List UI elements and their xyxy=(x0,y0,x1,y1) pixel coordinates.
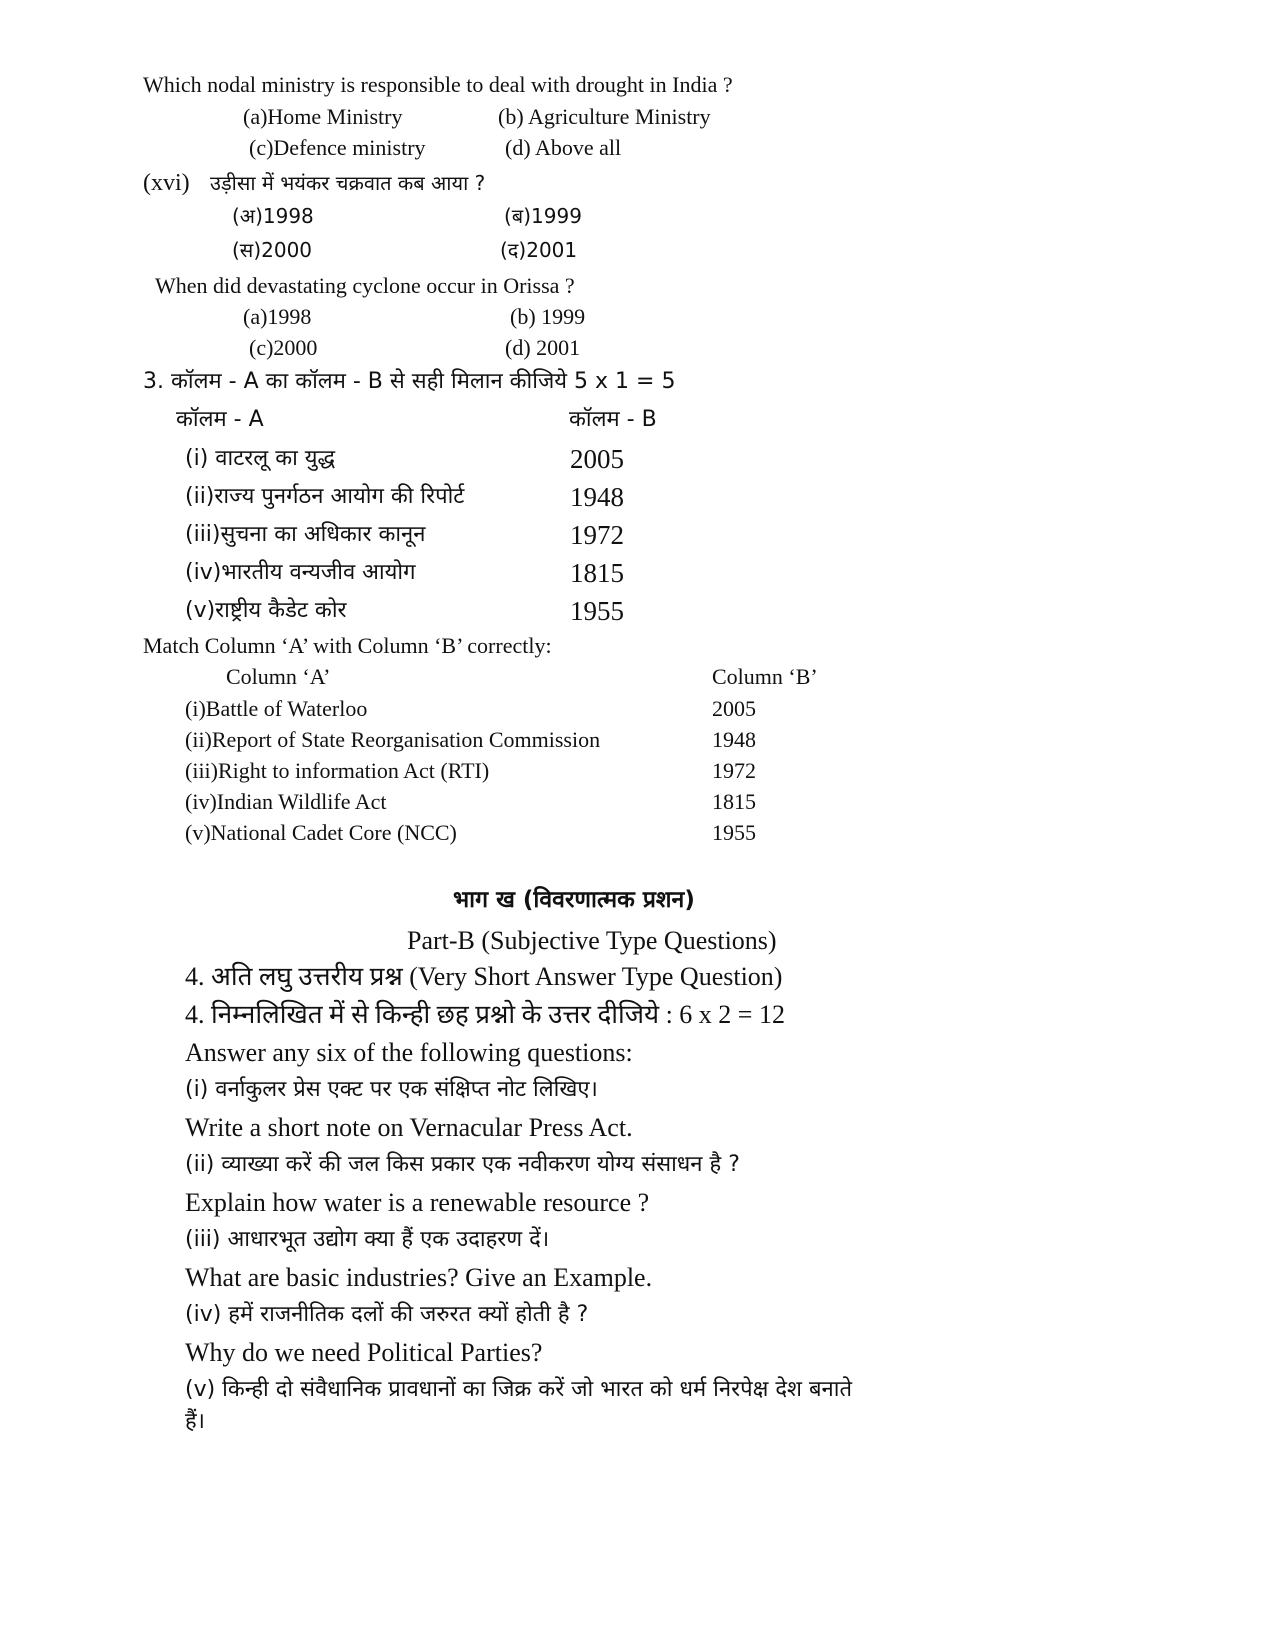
q3-row-hi-b: 1972 xyxy=(570,520,624,550)
q3-col-a-hi: कॉलम - A xyxy=(176,407,264,432)
q3-row-hi-a: (iii)सुचना का अधिकार कानून xyxy=(185,522,426,547)
q3-row-en-b: 1815 xyxy=(712,789,756,814)
part-b-title-hi: भाग ख (विवरणात्मक प्रशन) xyxy=(453,887,695,913)
q4-instruction-en: Answer any six of the following questions: xyxy=(185,1038,633,1067)
q15-option-c: (c)Defence ministry xyxy=(249,135,426,160)
q4-question-v-line1: (v) किन्ही दो संवैधानिक प्रावधानों का जिक्र करें जो भारत को धर्म निरपेक्ष देश बनाते xyxy=(185,1377,852,1402)
q16-option-hi-a: (अ)1998 xyxy=(232,204,314,228)
q16-option-hi-c: (स)2000 xyxy=(232,238,313,262)
q3-row-hi-b: 1948 xyxy=(570,482,624,512)
q3-row-en-a: (ii)Report of State Reorganisation Commission xyxy=(185,727,601,752)
q15-option-b: (b) Agriculture Ministry xyxy=(498,104,711,129)
q3-row-en-b: 1948 xyxy=(712,727,756,752)
q4-question-hi: (iv) हमें राजनीतिक दलों की जरुरत क्यों होती है ? xyxy=(185,1302,589,1327)
q4-question-en: Explain how water is a renewable resource ? xyxy=(185,1188,650,1217)
part-b-title-en: Part-B (Subjective Type Questions) xyxy=(407,926,777,955)
q3-row-hi-b: 2005 xyxy=(570,444,624,474)
q15-question-en: Which nodal ministry is responsible to deal with drought in India ? xyxy=(143,72,733,97)
q3-row-hi-b: 1955 xyxy=(570,596,624,626)
q4-question-en: Write a short note on Vernacular Press Act. xyxy=(185,1113,633,1142)
q4-question-hi: (ii) व्याख्या करें की जल किस प्रकार एक नवीकरण योग्य संसाधन है ? xyxy=(185,1152,740,1177)
q16-number: (xvi) xyxy=(143,170,190,196)
q4-question-en: What are basic industries? Give an Example. xyxy=(185,1263,653,1292)
q4-question-hi: (i) वर्नाकुलर प्रेस एक्ट पर एक संक्षिप्त नोट लिखिए। xyxy=(185,1077,598,1102)
q4-heading: 4. अति लघु उत्तरीय प्रश्न (Very Short Answer Type Question) xyxy=(185,962,783,991)
q16-option-hi-d: (द)2001 xyxy=(500,238,578,262)
q16-question-en: When did devastating cyclone occur in Orissa ? xyxy=(155,273,575,298)
q3-row-en-a: (iv)Indian Wildlife Act xyxy=(185,789,387,814)
q3-row-hi-b: 1815 xyxy=(570,558,624,588)
q3-row-hi-a: (iv)भारतीय वन्यजीव आयोग xyxy=(185,560,416,585)
q3-row-en-b: 2005 xyxy=(712,696,756,721)
q3-row-en-a: (iii)Right to information Act (RTI) xyxy=(185,758,490,783)
q16-option-en-c: (c)2000 xyxy=(249,335,318,360)
q16-option-en-b: (b) 1999 xyxy=(510,304,586,329)
q4-instruction-hi: 4. निम्नलिखित में से किन्ही छह प्रश्नो के उत्तर दीजिये : 6 x 2 = 12 xyxy=(185,1000,785,1029)
q3-heading-en: Match Column ‘A’ with Column ‘B’ correctly: xyxy=(143,633,552,658)
q3-row-en-b: 1972 xyxy=(712,758,756,783)
q3-col-a-en: Column ‘A’ xyxy=(226,664,331,689)
q15-option-d: (d) Above all xyxy=(505,135,622,160)
q3-heading-hi: 3. कॉलम - A का कॉलम - B से सही मिलान कीजिये 5 x 1 = 5 xyxy=(143,369,676,394)
q4-question-en: Why do we need Political Parties? xyxy=(185,1338,543,1367)
q3-row-en-a: (i)Battle of Waterloo xyxy=(185,696,368,721)
q3-col-b-en: Column ‘B’ xyxy=(712,664,818,689)
q3-row-hi-a: (v)राष्ट्रीय कैडेट कोर xyxy=(185,598,347,623)
q3-row-hi-a: (ii)राज्य पुनर्गठन आयोग की रिपोर्ट xyxy=(185,484,465,509)
q16-option-en-a: (a)1998 xyxy=(243,304,312,329)
q16-option-en-d: (d) 2001 xyxy=(505,335,581,360)
q3-row-en-b: 1955 xyxy=(712,820,756,845)
q4-question-hi: (iii) आधारभूत उद्योग क्या हैं एक उदाहरण दें। xyxy=(185,1227,550,1252)
q15-option-a: (a)Home Ministry xyxy=(243,104,403,129)
q3-col-b-hi: कॉलम - B xyxy=(569,407,657,432)
q4-question-v-line2: हैं। xyxy=(185,1409,206,1434)
q16-option-hi-b: (ब)1999 xyxy=(504,204,582,228)
q16-question-hi: उड़ीसा में भयंकर चक्रवात कब आया ? xyxy=(210,171,486,195)
q3-row-en-a: (v)National Cadet Core (NCC) xyxy=(185,820,457,845)
q3-row-hi-a: (i) वाटरलू का युद्ध xyxy=(185,446,336,471)
